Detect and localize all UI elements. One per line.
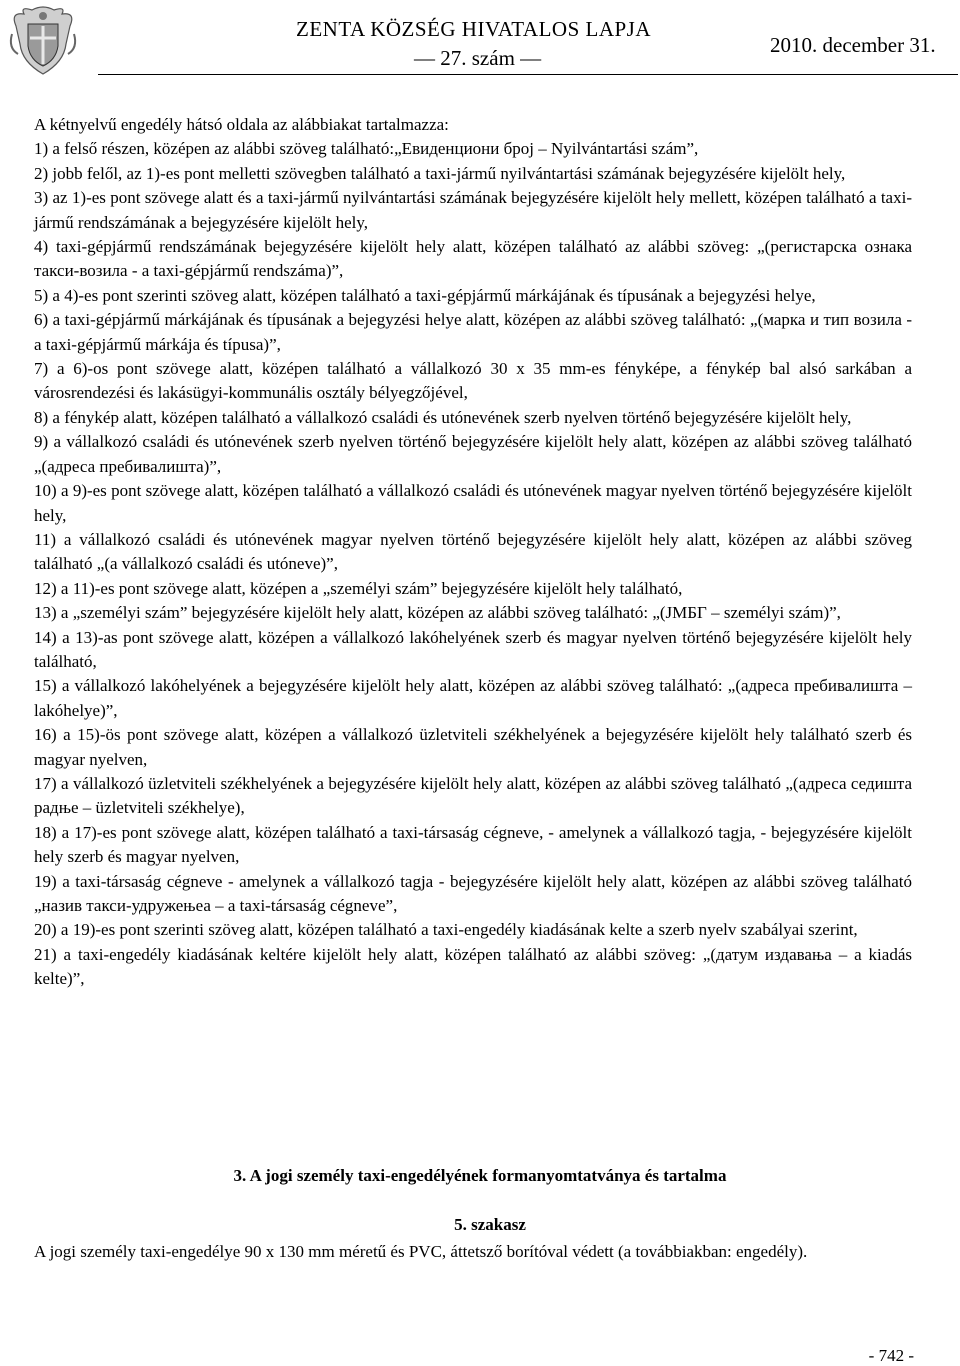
list-item: 5) a 4)-es pont szerinti szöveg alatt, középen található a taxi-gépjármű márkájának és típusának a bejegyzési helye, [34, 285, 816, 305]
page-number: - 742 - [868, 1346, 914, 1365]
list-item: 9) a vállalkozó családi és utónevének szerb nyelven történő bejegyzésére kijelölt hely alatt, középen az alábbi szöveg található „(адреса пребивалишта)”, [34, 432, 912, 476]
body-text [34, 113, 912, 992]
issue-date: 2010. december 31. [770, 33, 936, 57]
list-item: 6) a taxi-gépjármű márkájának és típusának a bejegyzési helye alatt, középen az alábbi szöveg található: „(марка и тип возила - a taxi-gépjármű márkája és típusa)”, [34, 310, 912, 354]
list-item: 20) a 19)-es pont szerinti szöveg alatt, középen található a taxi-engedély kiadásának kelte a szerb nyelv szabályai szerint, [34, 920, 858, 940]
list-item: 10) a 9)-es pont szövege alatt, középen található a vállalkozó családi és utónevének magyar nyelven történő bejegyzésére kijelölt hely, [34, 481, 912, 525]
section-heading: 3. A jogi személy taxi-engedélyének formanyomtatványa és tartalma [233, 1166, 727, 1185]
list-item: 2) jobb felől, az 1)-es pont melletti szövegben található a taxi-jármű nyilvántartási számának bejegyzésére kijelölt hely, [34, 163, 846, 183]
issue-number: — 27. szám — [414, 46, 542, 70]
closing-paragraph: A jogi személy taxi-engedélye 90 x 130 mm méretű és PVC, áttetsző borítóval védett (a továbbiakban: engedély). [34, 1242, 808, 1261]
journal-title: ZENTA KÖZSÉG HIVATALOS LAPJA [296, 17, 652, 41]
list-item: 1) a felső részen, középen az alábbi szöveg található:„Евиденциони број – Nyilvántartási szám”, [34, 139, 699, 159]
list-item: 19) a taxi-társaság cégneve - amelynek a vállalkozó tagja - bejegyzésére kijelölt hely alatt, középen az alábbi szöveg található „назив такси-удружењеа – a taxi-társaság cégneve”, [34, 871, 912, 915]
list-item: 14) a 13)-as pont szövege alatt, középen a vállalkozó lakóhelyének szerb és magyar nyelven történő bejegyzésére kijelölt hely található, [34, 627, 912, 671]
list-item: 8) a fénykép alatt, középen található a vállalkozó családi és utónevének szerb nyelven történő bejegyzésére kijelölt hely, [34, 407, 852, 427]
list-item: 11) a vállalkozó családi és utónevének magyar nyelven történő bejegyzésére kijelölt hely alatt, középen az alábbi szöveg található „(a vállalkozó családi és utóneve)”, [34, 529, 912, 574]
header-divider [98, 74, 958, 75]
list-item: 17) a vállalkozó üzletviteli székhelyének a bejegyzésére kijelölt hely alatt, középen az alábbi szöveg található „(адреса седишта радње – üzletviteli székhelye), [34, 773, 912, 818]
paragraph: A kétnyelvű engedély hátsó oldala az alábbiakat tartalmazza: [34, 115, 449, 134]
list-item: 3) az 1)-es pont szövege alatt és a taxi-jármű nyilvántartási számának bejegyzésére kijelölt hely mellett, középen található a taxi-jármű rendszámának a bejegyzésére kijelölt hely, [34, 188, 912, 232]
list-item: 18) a 17)-es pont szövege alatt, középen található a taxi-társaság cégneve, - amelynek a vállalkozó tagja, - bejegyzésére kijelölt hely szerb és magyar nyelven, [34, 822, 912, 867]
list-item: 13) a „személyi szám” bejegyzésére kijelölt hely alatt, középen az alábbi szöveg található: „(ЈМБГ – személyi szám)”, [34, 603, 841, 623]
list-item: 12) a 11)-es pont szövege alatt, középen a „személyi szám” bejegyzésére kijelölt hely található, [34, 578, 683, 598]
list-item: 4) taxi-gépjármű rendszámának bejegyzésére kijelölt hely alatt, középen található az alábbi szöveg: „(регистарска ознака такси-возила - a taxi-gépjármű rendszáma)”, [34, 237, 912, 281]
list-item: 21) a taxi-engedély kiadásának keltére kijelölt hely alatt, középen található az alábbi szöveg: „(датум издавања – a kiadás kelte)”, [34, 944, 912, 989]
article-heading: 5. szakasz [454, 1215, 526, 1234]
list-item: 15) a vállalkozó lakóhelyének a bejegyzésére kijelölt hely alatt, középen az alábbi szöveg található: „(адреса пребивалишта – lakóhelye)”, [34, 676, 912, 720]
list-item: 16) a 15)-ös pont szövege alatt, középen a vállalkozó üzletviteli székhelyének a bejegyzésére kijelölt hely található szerb és magyar nyelven, [34, 725, 912, 769]
coat-of-arms-icon [6, 4, 80, 76]
list-item: 7) a 6)-os pont szövege alatt, középen található a vállalkozó 30 x 35 mm-es fényképe, a fénykép bal alsó sarkában a városrendezési és lakásügyi-kommunális osztály bélyegzőjével, [34, 359, 912, 403]
